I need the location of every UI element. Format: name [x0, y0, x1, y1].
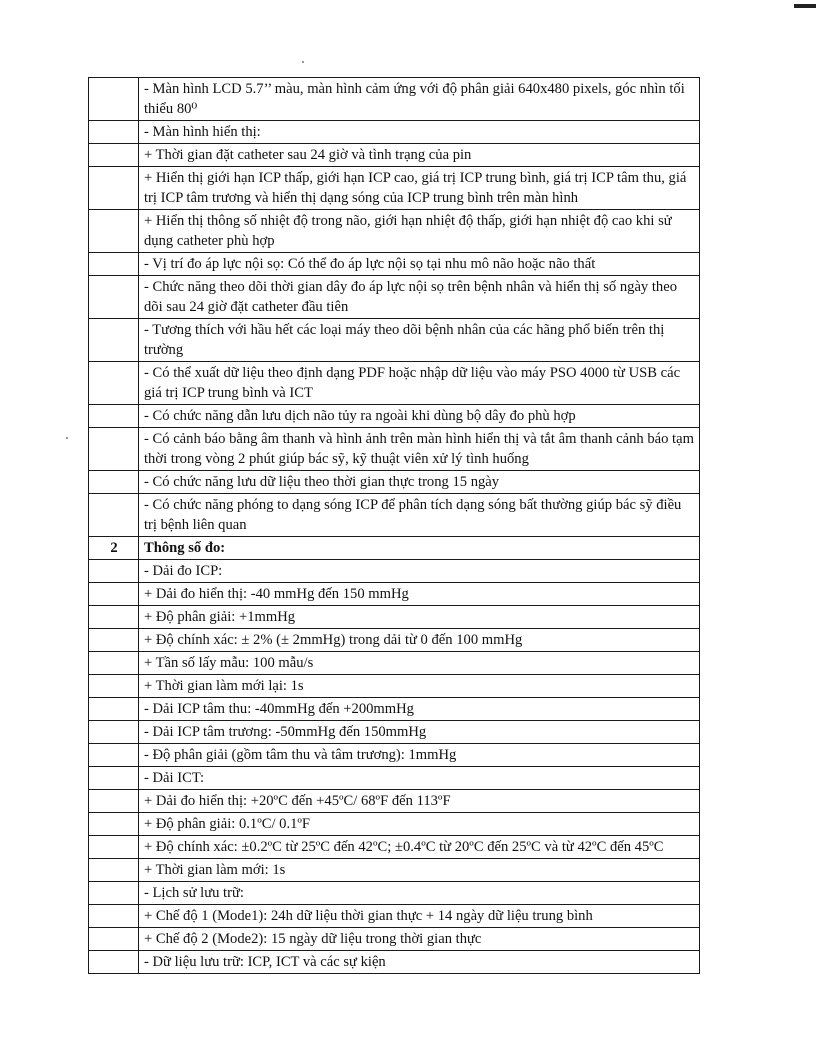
row-number: [89, 813, 139, 836]
row-number: [89, 928, 139, 951]
spec-row: [89, 167, 700, 210]
spec-row: [89, 494, 700, 537]
specification-table: [88, 77, 700, 974]
row-number: [89, 767, 139, 790]
spec-text: - Tương thích với hầu hết các loại máy theo dõi bệnh nhân của các hãng phổ biến trên thị trường: [139, 319, 700, 362]
spec-row: [89, 606, 700, 629]
row-number: [89, 210, 139, 253]
row-number: [89, 583, 139, 606]
spec-row: [89, 698, 700, 721]
row-number: [89, 78, 139, 121]
spec-row: [89, 836, 700, 859]
spec-row: [89, 253, 700, 276]
spec-row: [89, 675, 700, 698]
section-heading: Thông số đo:: [139, 537, 700, 560]
spec-text: - Dải ICT:: [139, 767, 700, 790]
spec-text: + Hiển thị giới hạn ICP thấp, giới hạn ICP cao, giá trị ICP trung bình, giá trị ICP tâm thu, giá trị ICP tâm trương và hiển thị dạng sóng của ICP trung bình trên màn hình: [139, 167, 700, 210]
spec-row: [89, 362, 700, 405]
specification-table-body: [89, 78, 700, 974]
spec-text: - Có chức năng phóng to dạng sóng ICP để phân tích dạng sóng bất thường giúp bác sỹ điều trị bệnh liên quan: [139, 494, 700, 537]
spec-row: [89, 210, 700, 253]
spec-text: - Dữ liệu lưu trữ: ICP, ICT và các sự kiện: [139, 951, 700, 974]
spec-text: - Có cảnh báo bằng âm thanh và hình ảnh trên màn hình hiển thị và tắt âm thanh cảnh báo tạm thời trong vòng 2 phút giúp bác sỹ, kỹ thuật viên xử lý tình huống: [139, 428, 700, 471]
spec-text: + Độ chính xác: ±0.2ºC từ 25ºC đến 42ºC; ±0.4ºC từ 20ºC đến 25ºC và từ 42ºC đến 45ºC: [139, 836, 700, 859]
spec-row: [89, 790, 700, 813]
row-number: [89, 882, 139, 905]
spec-text: + Độ phân giải: +1mmHg: [139, 606, 700, 629]
spec-text: + Dải đo hiển thị: +20ºC đến +45ºC/ 68ºF đến 113ºF: [139, 790, 700, 813]
spec-text: + Chế độ 2 (Mode2): 15 ngày dữ liệu trong thời gian thực: [139, 928, 700, 951]
row-number: [89, 721, 139, 744]
spec-row: [89, 121, 700, 144]
spec-text: + Độ chính xác: ± 2% (± 2mmHg) trong dải từ 0 đến 100 mmHg: [139, 629, 700, 652]
spec-text: - Chức năng theo dõi thời gian dây đo áp lực nội sọ trên bệnh nhân và hiển thị số ngày theo dõi sau 24 giờ đặt catheter đầu tiên: [139, 276, 700, 319]
spec-row: [89, 276, 700, 319]
spec-row: [89, 652, 700, 675]
spec-row: [89, 882, 700, 905]
row-number: [89, 405, 139, 428]
spec-text: - Dải đo ICP:: [139, 560, 700, 583]
row-number: [89, 560, 139, 583]
spec-text: - Có thể xuất dữ liệu theo định dạng PDF hoặc nhập dữ liệu vào máy PSO 4000 từ USB các giá trị ICP trung bình và ICT: [139, 362, 700, 405]
spec-row: [89, 951, 700, 974]
spec-text: - Màn hình hiển thị:: [139, 121, 700, 144]
row-number: [89, 905, 139, 928]
row-number: [89, 606, 139, 629]
spec-row: [89, 767, 700, 790]
spec-text: + Thời gian làm mới lại: 1s: [139, 675, 700, 698]
scan-speck: [302, 61, 304, 63]
row-number: [89, 629, 139, 652]
spec-text: + Thời gian đặt catheter sau 24 giờ và tình trạng của pin: [139, 144, 700, 167]
spec-row: [89, 428, 700, 471]
spec-row: [89, 928, 700, 951]
row-number: [89, 319, 139, 362]
row-number: [89, 698, 139, 721]
spec-text: - Màn hình LCD 5.7’’ màu, màn hình cảm ứng với độ phân giải 640x480 pixels, góc nhìn tối thiểu 80⁰: [139, 78, 700, 121]
spec-row: [89, 629, 700, 652]
scan-speck: [66, 437, 68, 439]
spec-text: - Dải ICP tâm thu: -40mmHg đến +200mmHg: [139, 698, 700, 721]
spec-text: + Thời gian làm mới: 1s: [139, 859, 700, 882]
spec-text: - Có chức năng lưu dữ liệu theo thời gian thực trong 15 ngày: [139, 471, 700, 494]
row-number: [89, 744, 139, 767]
row-number: 2: [89, 537, 139, 560]
spec-row: [89, 721, 700, 744]
row-number: [89, 471, 139, 494]
row-number: [89, 253, 139, 276]
spec-text: - Vị trí đo áp lực nội sọ: Có thể đo áp lực nội sọ tại nhu mô não hoặc não thất: [139, 253, 700, 276]
spec-row: [89, 859, 700, 882]
row-number: [89, 428, 139, 471]
spec-text: - Dải ICP tâm trương: -50mmHg đến 150mmHg: [139, 721, 700, 744]
spec-text: + Hiển thị thông số nhiệt độ trong não, giới hạn nhiệt độ thấp, giới hạn nhiệt độ cao khi sử dụng catheter phù hợp: [139, 210, 700, 253]
spec-text: + Độ phân giải: 0.1ºC/ 0.1ºF: [139, 813, 700, 836]
row-number: [89, 675, 139, 698]
row-number: [89, 652, 139, 675]
row-number: [89, 494, 139, 537]
row-number: [89, 144, 139, 167]
row-number: [89, 167, 139, 210]
spec-text: - Lịch sử lưu trữ:: [139, 882, 700, 905]
row-number: [89, 121, 139, 144]
row-number: [89, 951, 139, 974]
spec-row: [89, 405, 700, 428]
spec-text: - Có chức năng dẫn lưu dịch não tủy ra ngoài khi dùng bộ dây đo phù hợp: [139, 405, 700, 428]
spec-text: - Độ phân giải (gồm tâm thu và tâm trương): 1mmHg: [139, 744, 700, 767]
spec-row: [89, 813, 700, 836]
spec-row: [89, 583, 700, 606]
scan-edge-mark: [794, 4, 816, 8]
section-heading-row: [89, 537, 700, 560]
spec-row: [89, 560, 700, 583]
row-number: [89, 790, 139, 813]
spec-text: + Chế độ 1 (Mode1): 24h dữ liệu thời gian thực + 14 ngày dữ liệu trung bình: [139, 905, 700, 928]
spec-row: [89, 471, 700, 494]
spec-row: [89, 319, 700, 362]
row-number: [89, 836, 139, 859]
row-number: [89, 276, 139, 319]
row-number: [89, 362, 139, 405]
spec-text: + Dải đo hiển thị: -40 mmHg đến 150 mmHg: [139, 583, 700, 606]
spec-row: [89, 744, 700, 767]
spec-row: [89, 78, 700, 121]
row-number: [89, 859, 139, 882]
spec-row: [89, 905, 700, 928]
spec-row: [89, 144, 700, 167]
spec-text: + Tần số lấy mẫu: 100 mẫu/s: [139, 652, 700, 675]
